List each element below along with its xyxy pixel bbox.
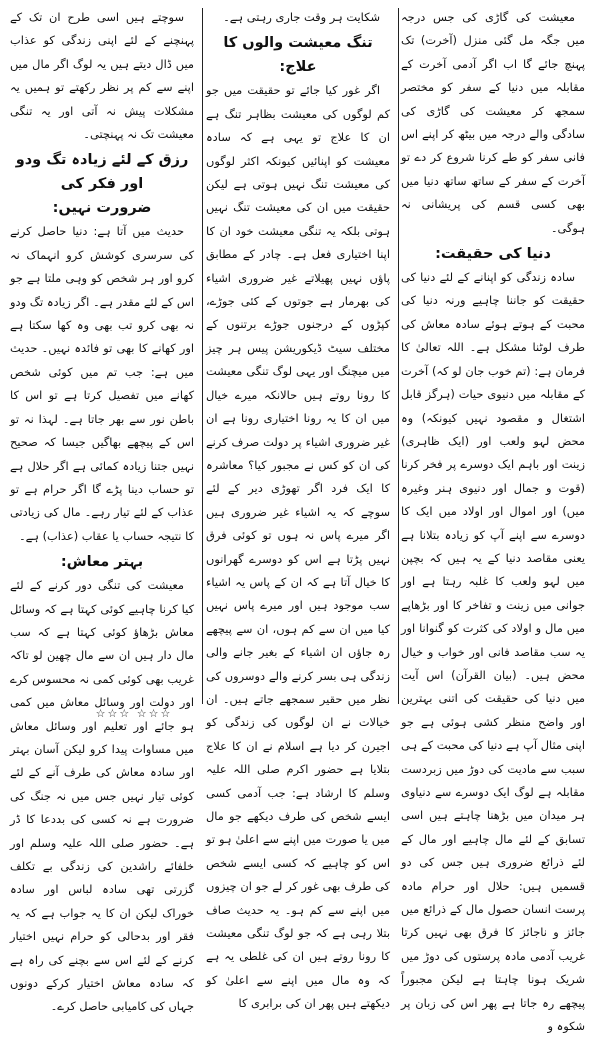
- column-middle-body: اگر غور کیا جائے تو حقیقت میں جو کم لوگوں کی معیشت بظاہر تنگ ہے ان کا علاج تو یہی ہے کہ سادہ معیشت کو اپنائیں کیونکہ اکثر لوگوں کی معیشت تنگ نہیں ہوتی ہے لیکن حقیقت میں ان کی معیشت تنگ نہیں ہوتی بلکہ یہ تنگی معیشت خود ان کا اپنا اختیاری فعل ہے۔ چادر کے مطابق پاؤں نہیں پھیلاتے غیر ضروری اشیاء کی بھرمار ہے جوتوں کے کئی جوڑے، کپڑوں کے درجنوں جوڑے برتنوں کے مختلف سیٹ ڈیکوریشن پیس ہر چیز میں میچنگ اور یہی لوگ تنگی معیشت کا رونا روتے ہیں حالانکہ میرے خیال میں ان کا یہ رونا اختیاری رونا ہے ان غیر ضروری اشیاء پر دولت صرف کرنے کی ان کو کس نے مجبور کیا؟ معاشرہ کا ایک فرد اگر تھوڑی دیر کے لئے سوچے کہ یہ اشیاء غیر ضروری ہیں اگر میرے پاس نہ ہوں تو کوئی فرق نہیں پڑتا ہے اس کو دوسرے گھرانوں کا خیال آتا ہے کہ ان کے پاس یہ اشیاء سب موجود ہیں اور میرے پاس نہیں کیا میں ان سے کم ہوں، ان سے پیچھے رہ جاؤں ان اشیاء کے بغیر جانے والی زندگی ہی بسر کرنے والے دوسروں کی نظر میں حقیر سمجھے جاتے ہیں۔ ان خیالات نے ان لوگوں کی زندگی کو اجیرن کر دیا ہے اسلام نے ان کا علاج بتلایا ہے حضور اکرم صلی اللہ علیہ وسلم کا ارشاد ہے: جب آدمی کسی ایسے شخص کی طرف دیکھے جو مال میں یا صورت میں اپنے سے اعلیٰ ہو تو اس کو چاہیے کہ کسی ایسے شخص کی طرف بھی غور کر لے جو ان چیزوں میں اپنے سے کم ہو۔ یہ حدیث صاف بتلا رہی ہے کہ جو لوگ تنگی معیشت کا رونا روتے ہیں ان کی غلطی یہ ہے کہ وہ مال میں اپنے سے اعلیٰ کو دیکھتے ہیں پھر ان کی برابری کا: [206, 83, 390, 1011]
- column-left-intro: سوچتے ہیں اسی طرح ان تک کے پہنچنے کے لئے اپنی زندگی کو عذاب میں ڈال دیتے ہیں یہ لوگ اگر مال میں اپنے سے کم پر نظر رکھتے تو ہمیں یہ مشکلات پیش نہ آتی اور یہ تنگی معیشت تک نہ پہنچتی۔: [10, 10, 194, 142]
- column-right: [401, 6, 585, 1034]
- column-left: [10, 6, 194, 1014]
- column-right-intro: معیشت کی گاڑی کی جس درجہ میں جگہ مل گئی منزل (آخرت) تک پہنچ جائے گا اب اگر آدمی آخرت کے مقابلہ میں دنیا کے سفر کو مختصر سمجھ کر معیشت کی گاڑی کی سادگی والے درجہ میں بیٹھ کر اپنے اس فانی سفر کو طے کرنا شروع کر دے تو آخرت کے سفر کے ساتھ ساتھ دنیا میں بھی کسی قسم کی پریشانی نہ ہوگی۔: [401, 10, 585, 235]
- heading-sustenance-line2: ضرورت نہیں:: [52, 200, 152, 217]
- heading-world-reality: دنیا کی حقیقت:: [435, 246, 551, 263]
- column-left-body-2: معیشت کی تنگی دور کرنے کے لئے کیا کرنا چاہیے کوئی کہتا ہے کہ وسائل معاش بڑھاؤ کوئی کہتا ہے کہ سب مال دار ہیں ان سے مال چھین لو تاکہ غریب بھی کوئی کمی نہ محسوس کرے اور دولت اور وسائل معاش میں کمی ہو جائے اور تعلیم اور وسائل معاش میں مساوات پیدا کرو لیکن آسان بہتر اور سادہ معاش کی طرف آنے کے لئے کوئی تیار نہیں جس میں نہ جنگ کی ضرورت ہے نہ کسی کی بددعا کا ڈر ہے۔ حضور صلی اللہ علیہ وسلم اور خلفائے راشدین کی زندگی بے تکلف گزرتی تھی سادہ لباس اور سادہ خوراک لیکن ان کا یہ جواب ہے کہ یہ فقر اور بدحالی کو حرام نہیں اختیار کرنے کے لئے اس سے بچنے کی راہ ہے کہ سادہ معاش اختیار کرکے دونوں جہاں کی کامیابی حاصل کرے۔: [10, 578, 194, 1014]
- column-right-body: سادہ زندگی کو اپنانے کے لئے دنیا کی حقیقت کو جاننا چاہیے ورنہ دنیا کی محبت کے ہوتے ہوئے سادہ معاش کی طرف لوٹنا مشکل ہے۔ اللہ تعالیٰ کا فرمان ہے: (تم خوب جان لو کہ) آخرت کے مقابلہ میں دنیوی حیات (ہرگز قابل اشتغال و مقصود نہیں کیونکہ) وہ محض لہو ولعب اور (ایک ظاہری) زینت اور باہم ایک دوسرے پر فخر کرنا (قوت و جمال اور دنیوی ہنر وغیرہ میں) اور اموال اور اولاد میں ایک کا دوسرے سے اپنے آپ کو زیادہ بتلانا ہے یعنی مقاصد دنیا کے یہ ہیں کہ بچپن میں لہو ولعب کا غلبہ رہتا ہے اور جوانی میں زینت و تفاخر کا اور بڑھاپے میں مال و اولاد کی کثرت کو گنوانا اور یہ سب مقاصد فانی اور خواب و خیال محض ہیں۔ (بیان القرآن) اس آیت میں دنیا کی حقیقت کی اتنی بہترین اور واضح منظر کشی ہوئی ہے جو اپنی مثال آپ ہے دنیا کی محبت کے ہی سبب سے مادیت کی دوڑ میں زبردست مقابلہ ہے لوگ ایک دوسرے سے دنیاوی ہر میدان میں بڑھنا چاہتے ہیں اسی تسابق کے لئے مال چاہیے اور مال کے لئے ذرائع ضروری ہیں جس کی دو قسمیں ہیں: حلال اور حرام مادہ پرست انسان حصول مال کے ذرائع میں جائز و ناجائز کا فرق بھی نہیں کرتا غریب آدمی مادہ پرستوں کی دوڑ میں شریک ہونا چاہتا ہے لیکن مجبوراً پیچھے رہ جاتا ہے پھر اس کی زبان پر شکوہ و: [401, 270, 585, 1034]
- heading-better-livelihood: بہتر معاش:: [60, 554, 144, 571]
- heading-remedy: تنگ معیشت والوں کا علاج:: [223, 35, 373, 76]
- column-left-body-1: حدیث میں آتا ہے: دنیا حاصل کرنے کی سرسری کوشش کرو انہماک نہ کرو اور ہر شخص کو وہی ملتا ہے جو اس کے لئے مقدر ہے۔ اگر زیادہ تگ ودو نہ بھی کرو تب بھی وہ کھا سکتا ہے اور کھانے کا بھی تو فائدہ نہیں۔ حدیث میں ہے: جب تم میں کوئی شخص کھانے میں تفصیل کرتا ہے تو اس کا باطن نور سے بھر جاتا ہے۔ لہذا نہ تو اس کے پیچھے بھاگیں جیسا کہ صحیح نہیں جتنا زیادہ کمائی ہے اگر حلال ہے تو حساب دینا پڑے گا اگر حرام ہے تو عذاب کے لئے تیار رہے۔ مال کی زیادتی کا نتیجہ حساب یا عقاب (عذاب) ہے۔: [10, 224, 194, 543]
- footer-stars: ☆☆☆ ☆☆☆: [95, 707, 173, 720]
- column-divider-left: [202, 8, 203, 704]
- heading-sustenance-line1: رزق کے لئے زیادہ تگ ودو اور فکر کی: [15, 152, 189, 193]
- column-divider-right: [398, 8, 399, 704]
- column-middle-intro: شکایت ہر وقت جاری رہتی ہے۔: [223, 10, 380, 24]
- column-middle: [206, 6, 390, 1011]
- heading-sustenance: [10, 148, 194, 220]
